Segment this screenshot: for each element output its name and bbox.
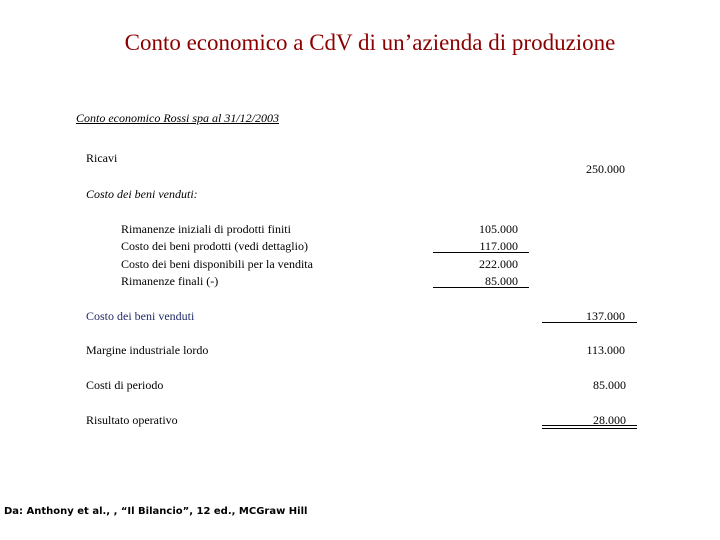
cogs-detail-label: Rimanenze iniziali di prodotti finiti (121, 222, 291, 236)
cogs-detail-value: 85.000 (485, 274, 518, 288)
cogs-detail-value: 117.000 (479, 239, 518, 253)
subtotal-rule (433, 287, 529, 288)
revenues-value: 250.000 (586, 162, 625, 176)
source-citation: Da: Anthony et al., , “Il Bilancio”, 12 ed., MCGraw Hill (4, 506, 308, 517)
revenues-label: Ricavi (86, 151, 118, 165)
cogs-detail-value: 105.000 (479, 222, 518, 236)
subtotal-rule (433, 252, 529, 253)
cogs-total-value: 137.000 (586, 309, 625, 323)
period-costs-value: 85.000 (593, 378, 626, 392)
cogs-total-label: Costo dei beni venduti (86, 309, 195, 323)
gross-margin-label: Margine industriale lordo (86, 343, 209, 357)
operating-result-label: Risultato operativo (86, 413, 178, 427)
total-rule (542, 322, 637, 323)
cogs-header: Costo dei beni venduti: (86, 187, 198, 201)
cogs-detail-label: Costo dei beni prodotti (vedi dettaglio) (121, 239, 308, 253)
gross-margin-value: 113.000 (586, 343, 625, 357)
cogs-detail-value: 222.000 (479, 257, 518, 271)
final-double-rule (542, 425, 637, 429)
operating-result-value: 28.000 (593, 413, 626, 427)
cogs-detail-label: Costo dei beni disponibili per la vendita (121, 257, 313, 271)
cogs-detail-label: Rimanenze finali (-) (121, 274, 219, 288)
period-costs-label: Costi di periodo (86, 378, 164, 392)
page-title: Conto economico a CdV di un’azienda di produzione (124, 30, 616, 55)
statement-subtitle: Conto economico Rossi spa al 31/12/2003 (76, 111, 279, 125)
